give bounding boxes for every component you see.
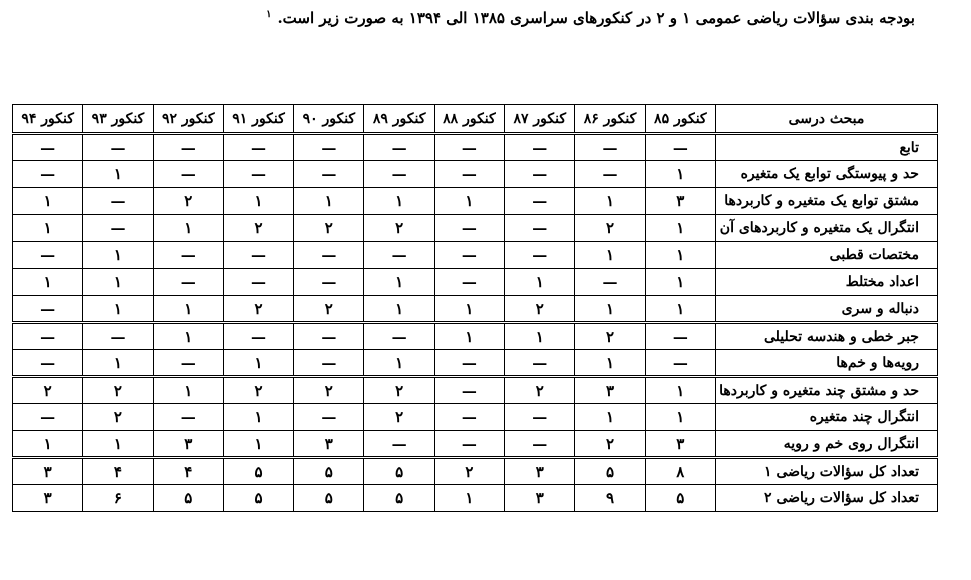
row-value: ۱ [13,269,83,296]
row-value: ۱ [83,161,153,188]
row-value: — [223,134,293,161]
table-row [13,377,938,404]
row-value: ۱ [645,161,715,188]
row-value: — [294,269,364,296]
table-row [13,215,938,242]
row-value: ۱ [153,323,223,350]
row-value: ۲ [223,215,293,242]
row-value: — [223,269,293,296]
row-value: — [364,323,434,350]
row-value: ۱ [83,431,153,458]
row-value: ۲ [223,377,293,404]
row-value: — [294,242,364,269]
row-value: — [153,134,223,161]
row-value: ۱ [294,188,364,215]
row-value: ۵ [294,458,364,485]
header-year: کنکور ۹۴ [13,105,83,134]
row-value: ۱ [434,485,504,512]
row-topic: انتگرال چند متغیره [715,404,937,431]
header-year: کنکور ۹۲ [153,105,223,134]
row-value: — [153,350,223,377]
row-value: ۳ [153,431,223,458]
row-value: ۵ [223,485,293,512]
row-value: ۲ [83,404,153,431]
row-topic: رویه‌ها و خم‌ها [715,350,937,377]
row-value: — [505,161,575,188]
table-row [13,350,938,377]
row-topic: اعداد مختلط [715,269,937,296]
header-year: کنکور ۹۳ [83,105,153,134]
row-value: — [434,161,504,188]
row-topic: تعداد کل سؤالات ریاضی ۱ [715,458,937,485]
table-row [13,134,938,161]
row-value: ۱ [575,350,645,377]
row-value: ۳ [505,485,575,512]
row-topic: انتگرال روی خم و رویه [715,431,937,458]
row-value: ۲ [505,377,575,404]
header-year: کنکور ۸۹ [364,105,434,134]
row-value: ۱ [13,431,83,458]
row-value: ۱ [83,242,153,269]
row-topic: انتگرال یک متغیره و کاربردهای آن [715,215,937,242]
row-value: — [575,161,645,188]
row-topic: جبر خطی و هندسه تحلیلی [715,323,937,350]
row-value: — [364,242,434,269]
row-value: — [434,269,504,296]
row-value: ۱ [575,242,645,269]
row-value: — [83,188,153,215]
table-row [13,431,938,458]
row-value: — [153,269,223,296]
row-value: ۱ [223,350,293,377]
row-value: — [294,350,364,377]
row-value: — [505,188,575,215]
row-value: ۵ [364,485,434,512]
row-value: ۱ [13,188,83,215]
table-row [13,161,938,188]
budget-table [12,104,938,512]
header-year: کنکور ۸۶ [575,105,645,134]
caption-text: بودجه بندی سؤالات ریاضی عمومی ۱ و ۲ در کنکورهای سراسری ۱۳۸۵ الی ۱۳۹۴ به صورت زیر است. [277,9,915,27]
row-value: ۲ [294,215,364,242]
caption [150,4,915,29]
row-topic: تابع [715,134,937,161]
row-value: ۱ [223,188,293,215]
row-value: — [294,134,364,161]
row-value: ۳ [505,458,575,485]
row-value: ۱ [575,188,645,215]
header-year: کنکور ۸۵ [645,105,715,134]
row-value: ۲ [83,377,153,404]
row-value: ۱ [505,323,575,350]
table-row [13,188,938,215]
row-value: ۱ [645,404,715,431]
row-value: ۳ [645,188,715,215]
row-value: ۲ [223,296,293,323]
row-value: ۸ [645,458,715,485]
row-value: — [153,404,223,431]
row-value: ۱ [83,269,153,296]
row-value: — [434,350,504,377]
row-value: — [13,404,83,431]
row-value: ۱ [223,404,293,431]
row-value: ۱ [83,296,153,323]
row-value: ۲ [434,458,504,485]
row-value: ۶ [83,485,153,512]
row-value: ۱ [364,296,434,323]
row-value: ۵ [575,458,645,485]
row-value: — [434,404,504,431]
row-topic: دنباله و سری [715,296,937,323]
row-value: — [13,134,83,161]
row-value: — [505,215,575,242]
row-value: ۵ [223,458,293,485]
row-value: ۱ [505,269,575,296]
row-value: ۵ [153,485,223,512]
row-value: ۱ [645,242,715,269]
row-value: — [434,377,504,404]
row-topic: مشتق توابع یک متغیره و کاربردها [715,188,937,215]
row-value: — [434,431,504,458]
row-value: — [83,134,153,161]
row-value: — [13,296,83,323]
row-value: ۱ [223,431,293,458]
row-value: ۳ [13,485,83,512]
row-value: — [434,134,504,161]
row-value: — [505,431,575,458]
row-value: ۲ [364,215,434,242]
row-value: — [645,323,715,350]
header-year: کنکور ۹۱ [223,105,293,134]
row-value: ۳ [575,377,645,404]
row-value: ۱ [434,323,504,350]
row-value: ۱ [153,215,223,242]
row-topic: حد و پیوستگی توابع یک متغیره [715,161,937,188]
row-value: — [294,323,364,350]
table-row [13,242,938,269]
row-value: ۲ [575,215,645,242]
row-value: ۳ [645,431,715,458]
table-row [13,296,938,323]
row-value: ۱ [575,404,645,431]
row-value: ۱ [575,296,645,323]
row-value: ۱ [645,215,715,242]
row-value: ۱ [364,350,434,377]
header-row [13,105,938,134]
row-value: — [364,431,434,458]
row-value: ۱ [645,269,715,296]
row-value: — [294,161,364,188]
row-value: — [153,161,223,188]
row-value: ۳ [13,458,83,485]
row-value: ۱ [434,188,504,215]
row-value: — [364,161,434,188]
row-value: ۲ [153,188,223,215]
row-value: — [294,404,364,431]
row-value: ۵ [364,458,434,485]
row-value: — [223,323,293,350]
row-value: ۱ [153,296,223,323]
row-value: — [83,323,153,350]
row-value: ۵ [294,485,364,512]
row-value: — [505,242,575,269]
table-row [13,404,938,431]
row-value: — [13,161,83,188]
table-body [13,134,938,512]
row-value: — [223,242,293,269]
row-value: ۱ [83,350,153,377]
row-value: ۲ [575,431,645,458]
row-value: ۲ [575,323,645,350]
row-value: ۲ [13,377,83,404]
row-value: — [645,134,715,161]
row-value: ۱ [364,269,434,296]
row-value: ۲ [294,377,364,404]
row-value: — [575,134,645,161]
header-year: کنکور ۸۷ [505,105,575,134]
row-value: — [505,134,575,161]
row-value: ۱ [153,377,223,404]
row-value: ۱ [364,188,434,215]
row-value: — [434,242,504,269]
table-row [13,269,938,296]
table-row [13,485,938,512]
table-row [13,323,938,350]
row-topic: تعداد کل سؤالات ریاضی ۲ [715,485,937,512]
footnote-marker: ۱ [266,9,272,20]
header-year: کنکور ۹۰ [294,105,364,134]
table-row [13,458,938,485]
row-topic: حد و مشتق چند متغیره و کاربردها [715,377,937,404]
header-topic: مبحث درسی [715,105,937,134]
row-value: ۹ [575,485,645,512]
row-value: ۴ [83,458,153,485]
row-value: — [575,269,645,296]
row-value: — [645,350,715,377]
row-value: — [505,404,575,431]
row-value: — [153,242,223,269]
row-value: — [83,215,153,242]
row-value: ۳ [294,431,364,458]
row-value: ۲ [364,377,434,404]
row-value: ۲ [364,404,434,431]
row-value: ۱ [645,296,715,323]
row-value: ۱ [434,296,504,323]
row-value: ۴ [153,458,223,485]
row-value: — [223,161,293,188]
row-value: ۵ [645,485,715,512]
row-value: — [13,350,83,377]
row-value: ۱ [645,377,715,404]
row-value: — [434,215,504,242]
row-value: ۲ [294,296,364,323]
header-year: کنکور ۸۸ [434,105,504,134]
row-value: — [505,350,575,377]
row-value: — [364,134,434,161]
row-value: ۱ [13,215,83,242]
row-value: ۲ [505,296,575,323]
row-topic: مختصات قطبی [715,242,937,269]
row-value: — [13,323,83,350]
row-value: — [13,242,83,269]
